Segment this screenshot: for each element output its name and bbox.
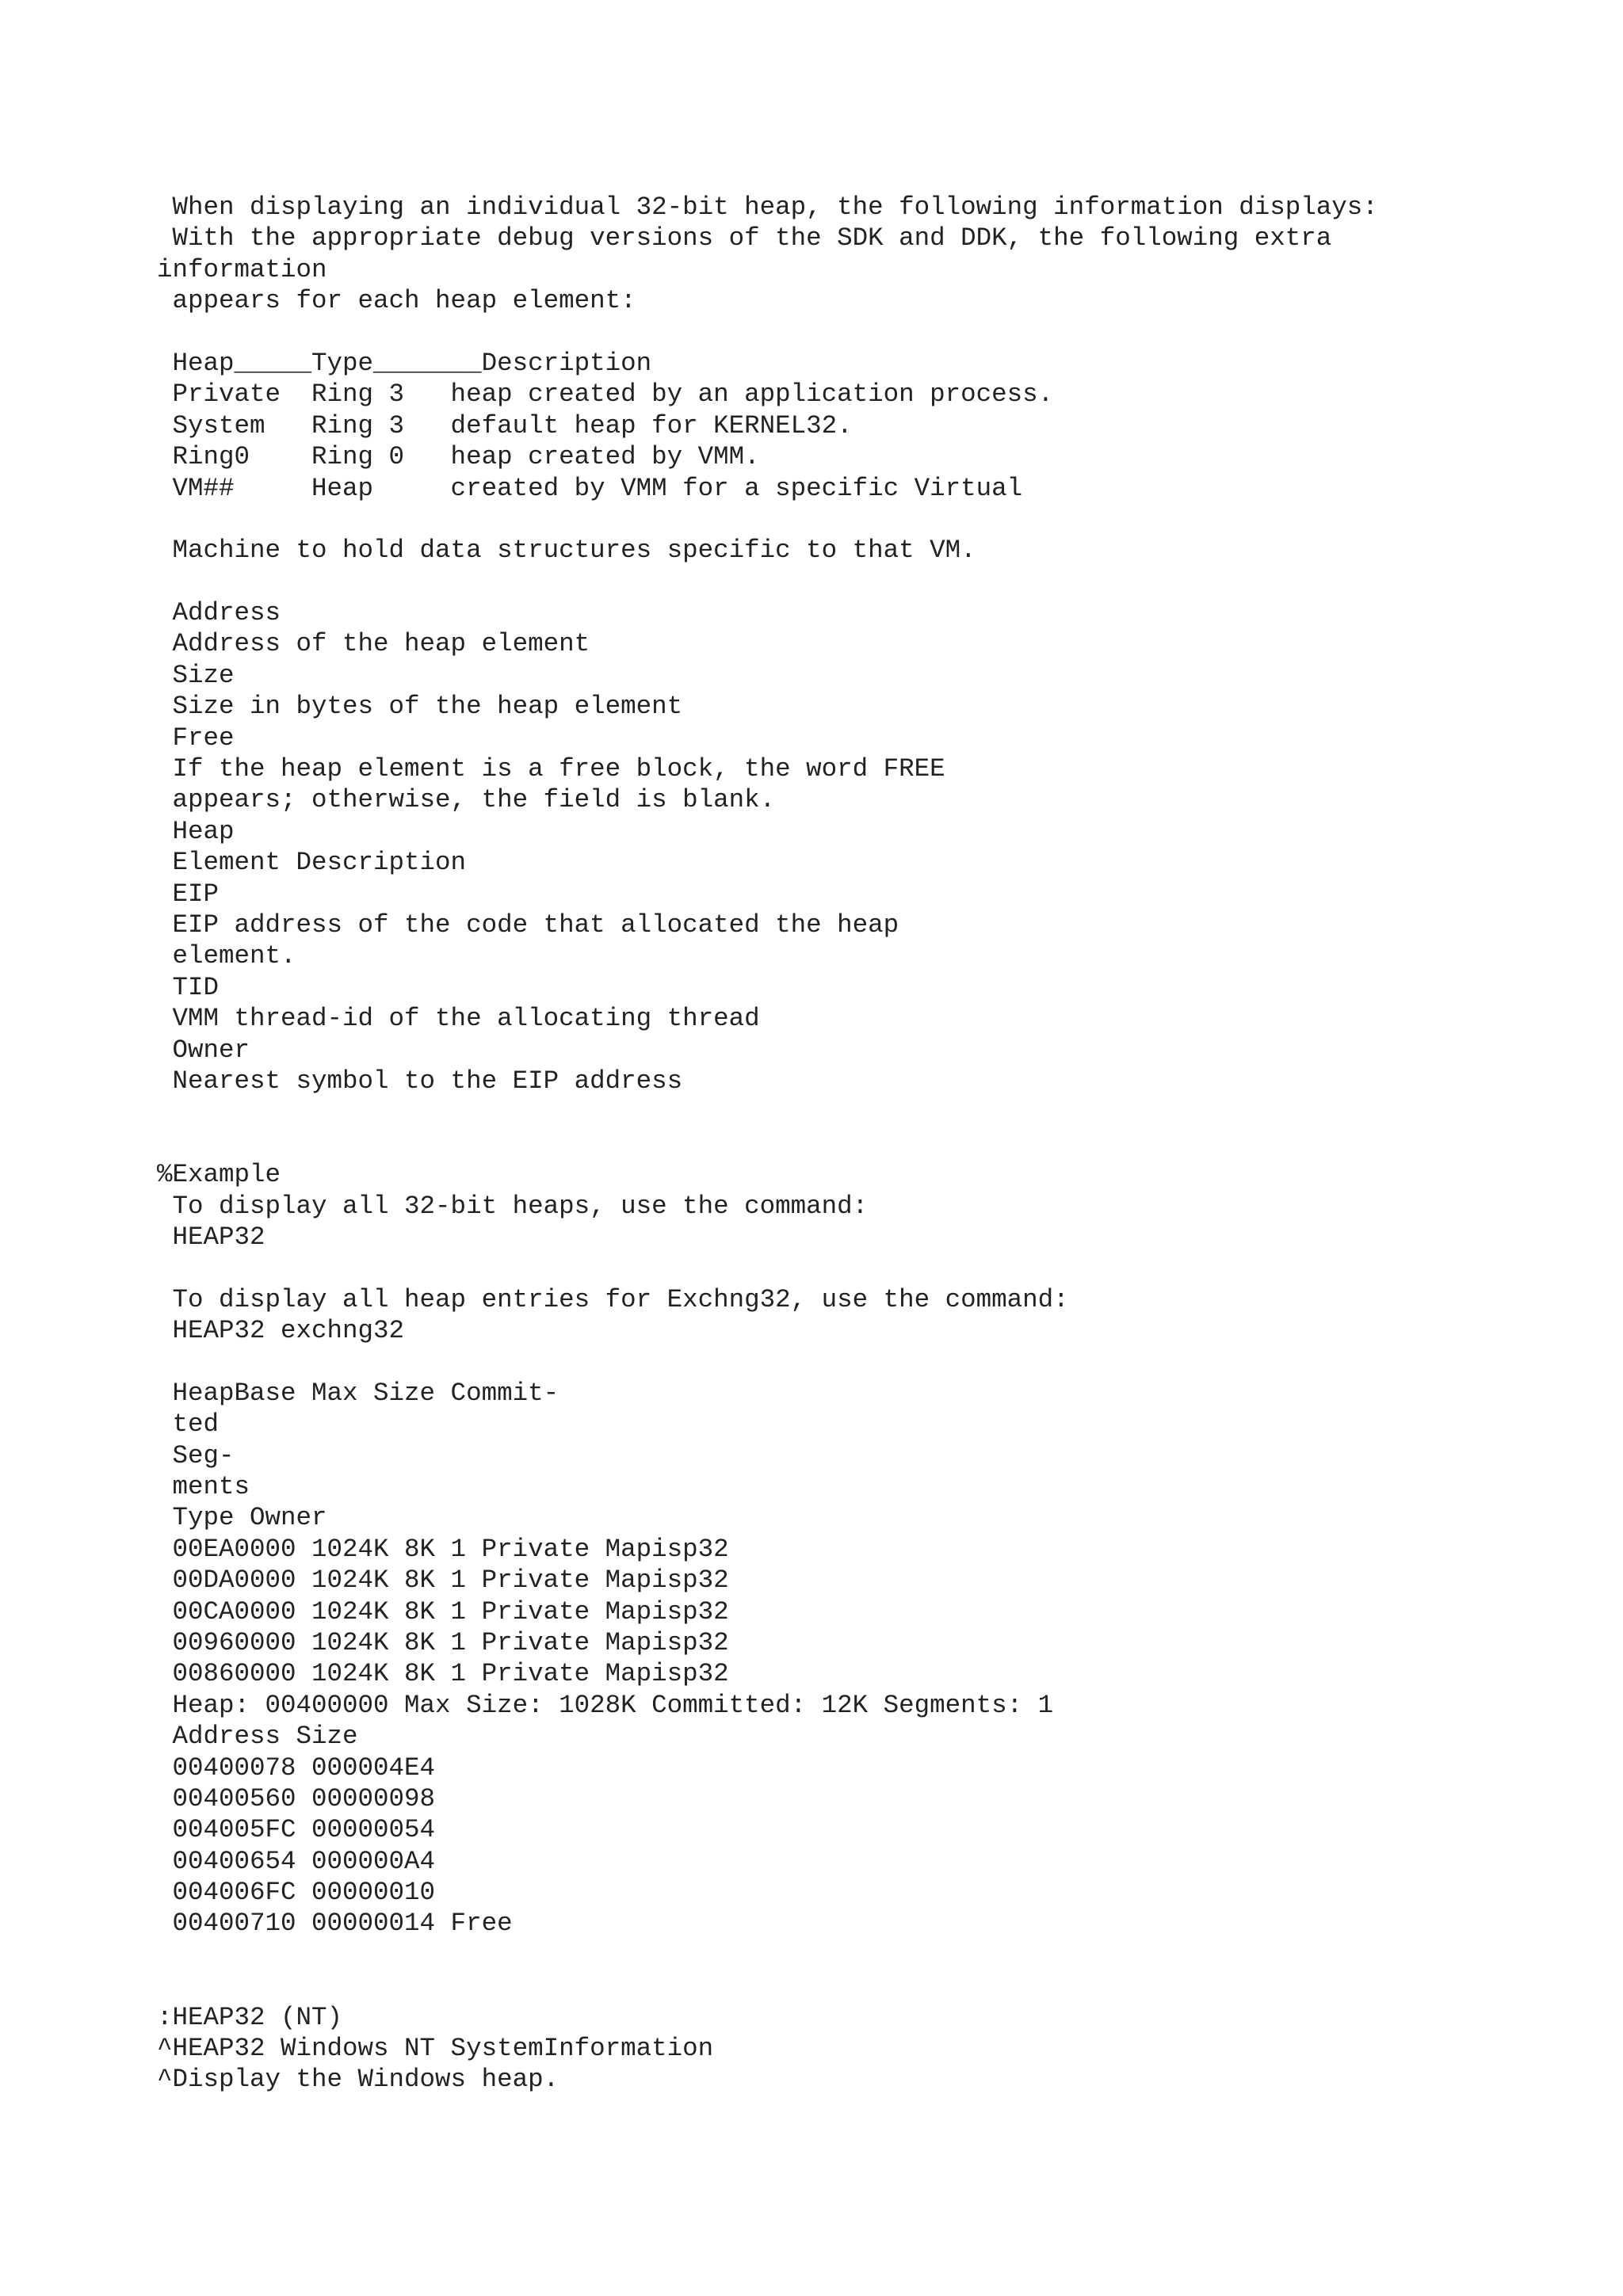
text-line: Address of the heap element <box>157 629 590 659</box>
text-line: %Example <box>157 1160 281 1190</box>
text-line: To display all heap entries for Exchng32, use the command: <box>157 1284 1069 1314</box>
text-line: 004006FC 00000010 <box>157 1878 436 1908</box>
text-line: information <box>157 254 327 284</box>
text-line: appears; otherwise, the field is blank. <box>157 785 776 815</box>
text-line: Address Size <box>157 1722 358 1752</box>
text-line: EIP <box>157 879 220 909</box>
text-line: 00EA0000 1024K 8K 1 Private Mapisp32 <box>157 1534 729 1564</box>
text-line: HEAP32 <box>157 1222 265 1252</box>
blank-line <box>157 1097 1583 1127</box>
text-line: Heap_____Type_______Description <box>157 348 652 378</box>
text-line: element. <box>157 941 296 971</box>
text-line: ted <box>157 1409 220 1440</box>
text-line: 004005FC 00000054 <box>157 1815 436 1845</box>
text-line: Nearest symbol to the EIP address <box>157 1066 683 1096</box>
text-line: Owner <box>157 1035 250 1065</box>
text-line: Ring0 Ring 0 heap created by VMM. <box>157 442 760 472</box>
text-line: Seg- <box>157 1440 235 1470</box>
text-line: Address <box>157 598 281 628</box>
text-line: EIP address of the code that allocated the heap <box>157 910 899 940</box>
blank-line <box>157 1128 1583 1159</box>
text-line: appears for each heap element: <box>157 286 636 316</box>
text-line: 00DA0000 1024K 8K 1 Private Mapisp32 <box>157 1566 729 1596</box>
text-line: With the appropriate debug versions of the SDK and DDK, the following extra <box>157 223 1332 254</box>
blank-line <box>157 1253 1583 1283</box>
text-line: VM## Heap created by VMM for a specific Virtual <box>157 473 1023 503</box>
text-line: Machine to hold data structures specific to that VM. <box>157 536 976 566</box>
blank-line <box>157 1970 1583 2001</box>
blank-line <box>157 1939 1583 1970</box>
text-line: 00860000 1024K 8K 1 Private Mapisp32 <box>157 1659 729 1689</box>
text-line: Size in bytes of the heap element <box>157 692 683 722</box>
text-line: Heap: 00400000 Max Size: 1028K Committed: 12K Segments: 1 <box>157 1690 1054 1720</box>
text-line: HeapBase Max Size Commit- <box>157 1378 559 1408</box>
document-text <box>157 192 1583 2096</box>
blank-line <box>157 317 1583 348</box>
text-line: Heap <box>157 816 235 846</box>
text-line: ^HEAP32 Windows NT SystemInformation <box>157 2034 714 2064</box>
blank-line <box>157 504 1583 535</box>
text-line: Element Description <box>157 848 467 878</box>
text-line: To display all 32-bit heaps, use the command: <box>157 1191 869 1221</box>
text-line: 00960000 1024K 8K 1 Private Mapisp32 <box>157 1627 729 1657</box>
text-line: If the heap element is a free block, the word FREE <box>157 754 945 784</box>
text-line: ments <box>157 1472 250 1502</box>
text-line: :HEAP32 (NT) <box>157 2002 343 2032</box>
blank-line <box>157 1346 1583 1377</box>
text-line: VMM thread-id of the allocating thread <box>157 1004 760 1034</box>
text-line: 00400710 00000014 Free <box>157 1909 513 1939</box>
text-line: When displaying an individual 32-bit heap, the following information displays: <box>157 193 1378 222</box>
text-line: 00400654 000000A4 <box>157 1846 436 1876</box>
text-line: ^Display the Windows heap. <box>157 2065 559 2095</box>
blank-line <box>157 566 1583 597</box>
text-line: Size <box>157 660 235 690</box>
text-line: TID <box>157 972 220 1002</box>
text-line: HEAP32 exchng32 <box>157 1316 405 1346</box>
text-line: Type Owner <box>157 1503 327 1533</box>
text-line: 00400078 000004E4 <box>157 1753 436 1783</box>
text-line: Free <box>157 723 235 753</box>
text-line: 00400560 00000098 <box>157 1783 436 1814</box>
text-line: Private Ring 3 heap created by an application process. <box>157 379 1054 410</box>
text-line: 00CA0000 1024K 8K 1 Private Mapisp32 <box>157 1596 729 1627</box>
text-line: System Ring 3 default heap for KERNEL32. <box>157 410 853 441</box>
